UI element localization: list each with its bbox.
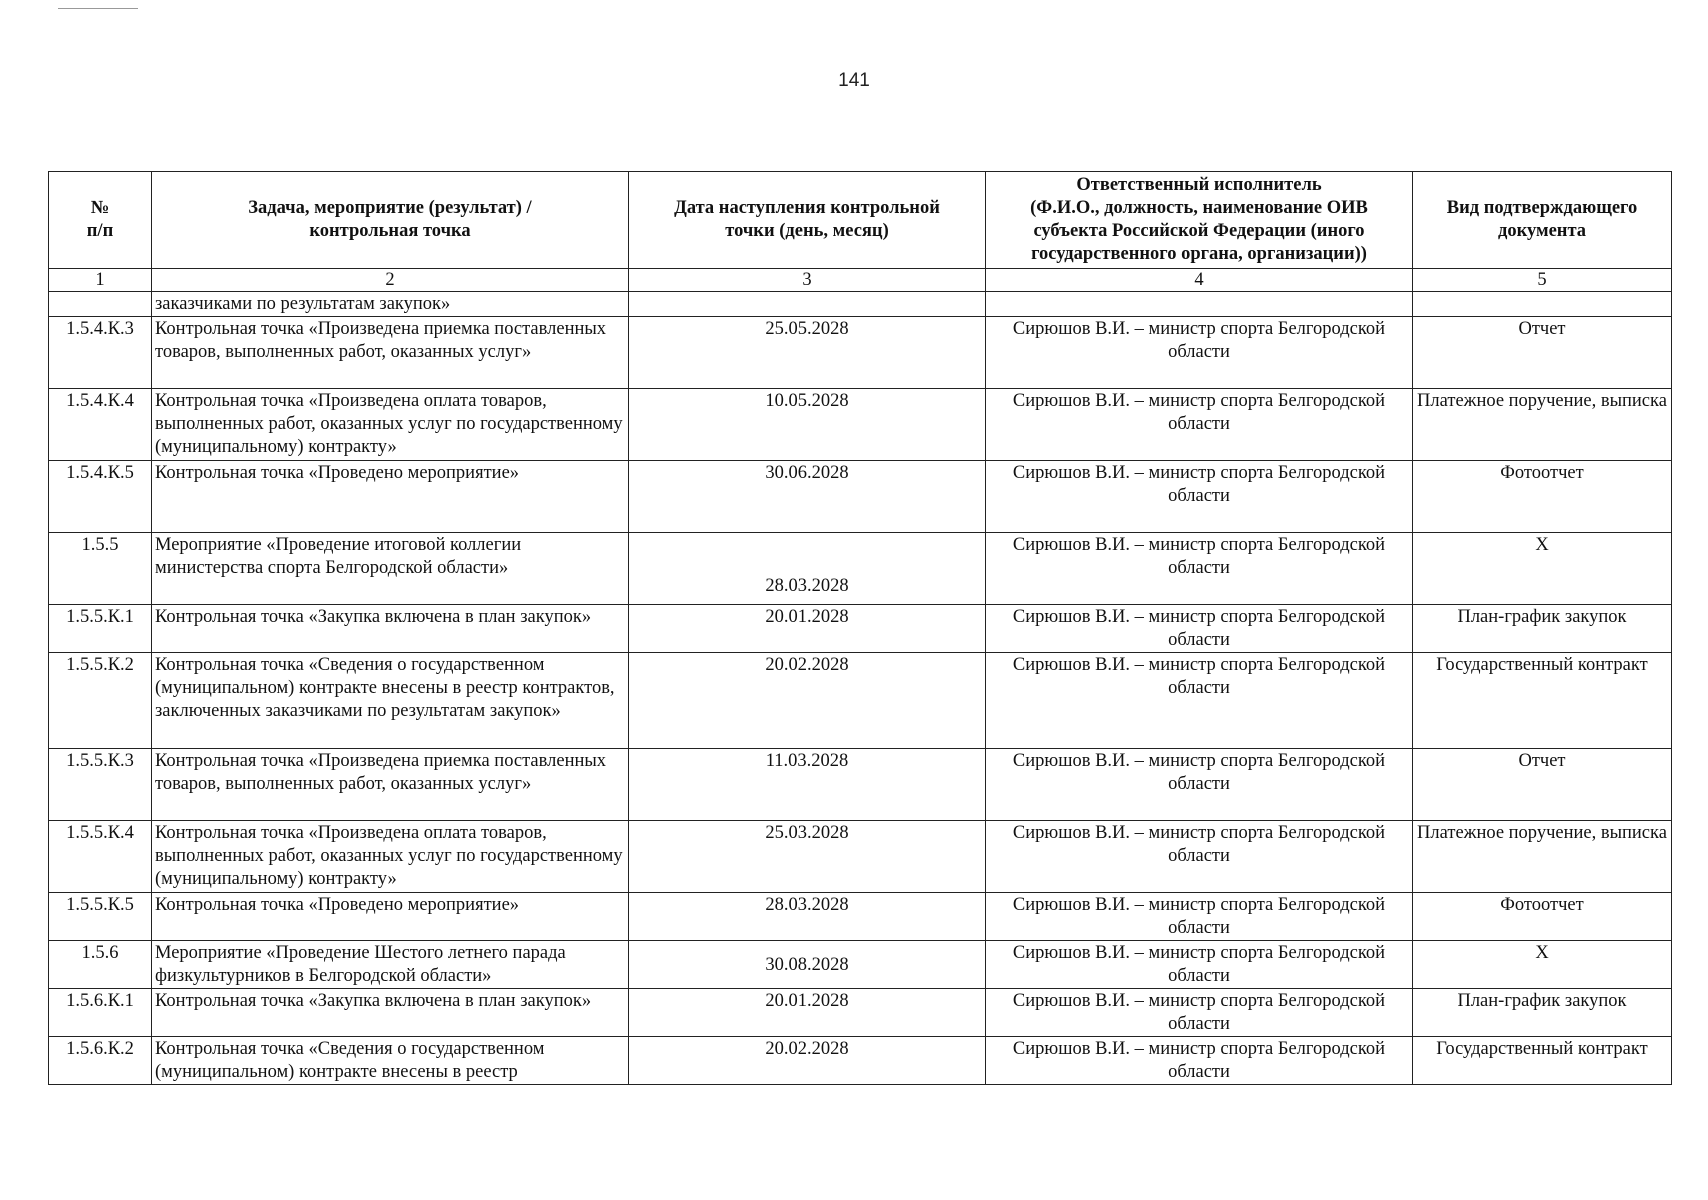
table-row <box>49 749 1672 821</box>
row-task: Контрольная точка «Проведено мероприятие» <box>152 893 629 941</box>
row-task: Контрольная точка «Закупка включена в план закупок» <box>152 605 629 653</box>
row-document: Государственный контракт <box>1413 1037 1672 1085</box>
row-executor: Сирюшов В.И. – министр спорта Белгородской области <box>986 1037 1413 1085</box>
row-date: 20.02.2028 <box>629 653 986 749</box>
column-number: 1 <box>49 269 152 292</box>
row-document: План-график закупок <box>1413 605 1672 653</box>
row-executor: Сирюшов В.И. – министр спорта Белгородской области <box>986 989 1413 1037</box>
row-task: Контрольная точка «Произведена оплата товаров, выполненных работ, оказанных услуг по государственному (муниципальному) контракту» <box>152 821 629 893</box>
table-row <box>49 989 1672 1037</box>
column-number: 3 <box>629 269 986 292</box>
row-date: 28.03.2028 <box>629 893 986 941</box>
header-document: Вид подтверждающего документа <box>1413 172 1672 269</box>
row-number: 1.5.6.К.2 <box>49 1037 152 1085</box>
header-task: Задача, мероприятие (результат) / контрольная точка <box>152 172 629 269</box>
table-row <box>49 605 1672 653</box>
row-date: 30.08.2028 <box>629 941 986 989</box>
table-row <box>49 893 1672 941</box>
row-number: 1.5.5.К.1 <box>49 605 152 653</box>
row-date: 10.05.2028 <box>629 389 986 461</box>
column-number: 4 <box>986 269 1413 292</box>
row-number: 1.5.5.К.3 <box>49 749 152 821</box>
table-row <box>49 941 1672 989</box>
table-row <box>49 461 1672 533</box>
table-row <box>49 292 1672 317</box>
row-date: 25.03.2028 <box>629 821 986 893</box>
column-number: 2 <box>152 269 629 292</box>
row-number: 1.5.4.К.3 <box>49 317 152 389</box>
row-number <box>49 292 152 317</box>
row-task: Мероприятие «Проведение Шестого летнего парада физкультурников в Белгородской области» <box>152 941 629 989</box>
row-executor <box>986 292 1413 317</box>
row-executor: Сирюшов В.И. – министр спорта Белгородской области <box>986 653 1413 749</box>
table-row <box>49 389 1672 461</box>
table-row <box>49 821 1672 893</box>
row-date: 28.03.2028 <box>629 533 986 605</box>
row-executor: Сирюшов В.И. – министр спорта Белгородской области <box>986 605 1413 653</box>
row-task: Контрольная точка «Сведения о государственном (муниципальном) контракте внесены в реестр контрактов, заключенных заказчиками по результатам закупок» <box>152 653 629 749</box>
top-rule <box>58 8 138 9</box>
row-document <box>1413 292 1672 317</box>
row-executor: Сирюшов В.И. – министр спорта Белгородской области <box>986 317 1413 389</box>
column-number: 5 <box>1413 269 1672 292</box>
row-task: Контрольная точка «Произведена оплата товаров, выполненных работ, оказанных услуг по государственному (муниципальному) контракту» <box>152 389 629 461</box>
row-executor: Сирюшов В.И. – министр спорта Белгородской области <box>986 893 1413 941</box>
row-task: Контрольная точка «Проведено мероприятие» <box>152 461 629 533</box>
table-row <box>49 653 1672 749</box>
row-document: Отчет <box>1413 749 1672 821</box>
row-task: заказчиками по результатам закупок» <box>152 292 629 317</box>
row-task: Мероприятие «Проведение итоговой коллегии министерства спорта Белгородской области» <box>152 533 629 605</box>
table-header-row <box>49 172 1672 269</box>
row-document: Х <box>1413 941 1672 989</box>
row-task: Контрольная точка «Произведена приемка поставленных товаров, выполненных работ, оказанных услуг» <box>152 317 629 389</box>
header-executor: Ответственный исполнитель (Ф.И.О., должность, наименование ОИВ субъекта Российской Федерации (иного государственного органа, организации)) <box>986 172 1413 269</box>
table-row <box>49 1037 1672 1085</box>
row-number: 1.5.4.К.5 <box>49 461 152 533</box>
row-document: Платежное поручение, выписка <box>1413 389 1672 461</box>
row-task: Контрольная точка «Произведена приемка поставленных товаров, выполненных работ, оказанных услуг» <box>152 749 629 821</box>
row-date: 20.01.2028 <box>629 989 986 1037</box>
row-date: 11.03.2028 <box>629 749 986 821</box>
row-document: План-график закупок <box>1413 989 1672 1037</box>
row-date <box>629 292 986 317</box>
header-number: № п/п <box>49 172 152 269</box>
table-row <box>49 533 1672 605</box>
row-document: Государственный контракт <box>1413 653 1672 749</box>
row-task: Контрольная точка «Закупка включена в план закупок» <box>152 989 629 1037</box>
row-document: Х <box>1413 533 1672 605</box>
row-task: Контрольная точка «Сведения о государственном (муниципальном) контракте внесены в реестр <box>152 1037 629 1085</box>
table-row <box>49 317 1672 389</box>
row-number: 1.5.6.К.1 <box>49 989 152 1037</box>
row-document: Платежное поручение, выписка <box>1413 821 1672 893</box>
row-executor: Сирюшов В.И. – министр спорта Белгородской области <box>986 749 1413 821</box>
row-executor: Сирюшов В.И. – министр спорта Белгородской области <box>986 461 1413 533</box>
row-document: Отчет <box>1413 317 1672 389</box>
row-date: 20.02.2028 <box>629 1037 986 1085</box>
page-number: 141 <box>838 70 870 91</box>
row-number: 1.5.5.К.4 <box>49 821 152 893</box>
row-date: 20.01.2028 <box>629 605 986 653</box>
row-number: 1.5.4.К.4 <box>49 389 152 461</box>
row-executor: Сирюшов В.И. – министр спорта Белгородской области <box>986 389 1413 461</box>
row-document: Фотоотчет <box>1413 893 1672 941</box>
column-number-row <box>49 269 1672 292</box>
row-number: 1.5.5 <box>49 533 152 605</box>
row-date: 30.06.2028 <box>629 461 986 533</box>
row-date: 25.05.2028 <box>629 317 986 389</box>
row-number: 1.5.5.К.5 <box>49 893 152 941</box>
row-number: 1.5.5.К.2 <box>49 653 152 749</box>
control-points-table <box>48 171 1672 1085</box>
row-executor: Сирюшов В.И. – министр спорта Белгородской области <box>986 821 1413 893</box>
header-date: Дата наступления контрольной точки (день, месяц) <box>629 172 986 269</box>
row-executor: Сирюшов В.И. – министр спорта Белгородской области <box>986 533 1413 605</box>
row-number: 1.5.6 <box>49 941 152 989</box>
row-executor: Сирюшов В.И. – министр спорта Белгородской области <box>986 941 1413 989</box>
row-document: Фотоотчет <box>1413 461 1672 533</box>
